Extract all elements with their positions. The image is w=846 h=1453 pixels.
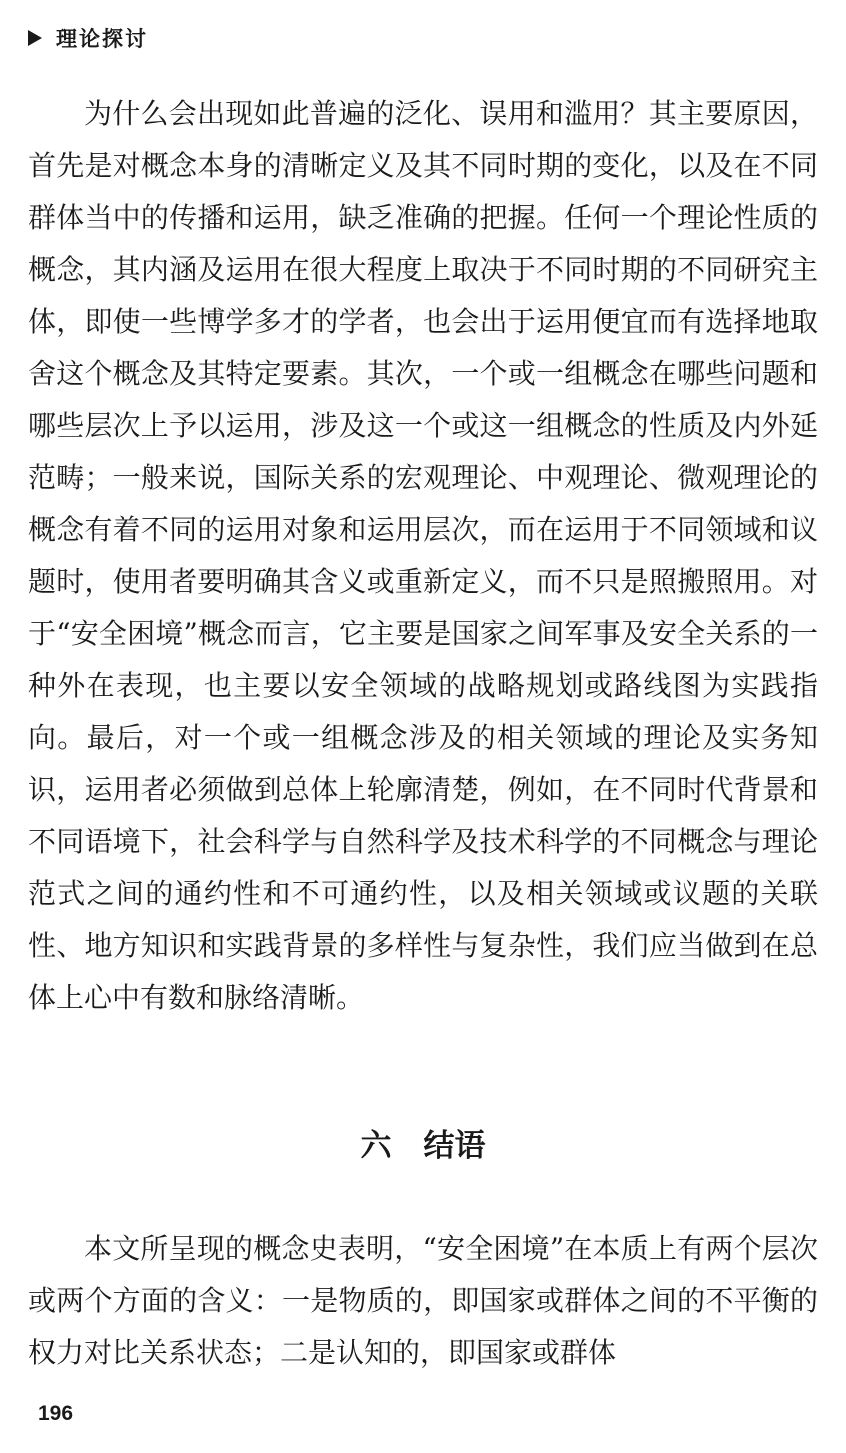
running-header bbox=[28, 22, 148, 54]
section-label: 理论探讨 bbox=[56, 27, 148, 51]
section-title: 结语 bbox=[423, 1128, 486, 1164]
page-number: 196 bbox=[38, 1402, 74, 1425]
section-number: 六 bbox=[360, 1128, 392, 1164]
body-paragraph: 本文所呈现的概念史表明，“安全困境”在本质上有两个层次或两个方面的含义：一是物质的，即国家或群体之间的不平衡的权力对比关系状态；二是认知的，即国家或群体 bbox=[28, 1232, 818, 1369]
triangle-right-icon bbox=[28, 30, 42, 46]
section-heading bbox=[0, 1118, 846, 1174]
body-paragraph: 为什么会出现如此普遍的泛化、误用和滥用？其主要原因，首先是对概念本身的清晰定义及其不同时期的变化，以及在不同群体当中的传播和运用，缺乏准确的把握。任何一个理论性质的概念，其内涵及运用在很大程度上取决于不同时期的不同研究主体，即使一些博学多才的学者，也会出于运用便宜而有选择地取舍这个概念及其特定要素。其次，一个或一组概念在哪些问题和哪些层次上予以运用，涉及这一个或这一组概念的性质及内外延范畴；一般来说，国际关系的宏观理论、中观理论、微观理论的概念有着不同的运用对象和运用层次，而在运用于不同领域和议题时，使用者要明确其含义或重新定义，而不只是照搬照用。对于“安全困境”概念而言，它主要是国家之间军事及安全关系的一种外在表现，也主要以安全领域的战略规划或路线图为实践指向。最后，对一个或一组概念涉及的相关领域的理论及实务知识，运用者必须做到总体上轮廓清楚，例如，在不同时代背景和不同语境下，社会科学与自然科学及技术科学的不同概念与理论范式之间的通约性和不可通约性，以及相关领域或议题的关联性、地方知识和实践背景的多样性与复杂性，我们应当做到在总体上心中有数和脉络清晰。 bbox=[28, 97, 818, 1014]
